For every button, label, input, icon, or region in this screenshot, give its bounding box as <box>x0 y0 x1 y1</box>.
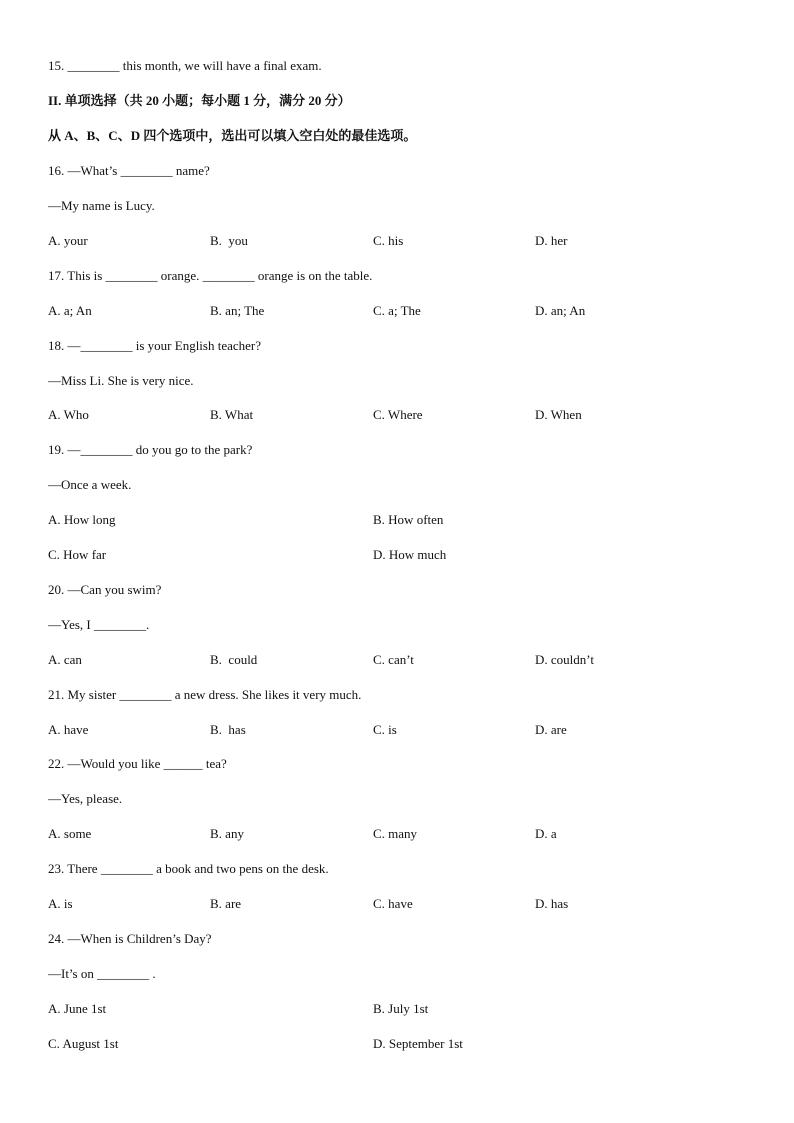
option-b: B. could <box>210 652 258 667</box>
question-reply: —Yes, I ________. <box>48 617 150 632</box>
question-stem: 22. —Would you like ______ tea? <box>48 756 227 771</box>
question-stem: 20. —Can you swim? <box>48 582 162 597</box>
section-instruction: 从 A、B、C、D 四个选项中，选出可以填入空白处的最佳选项。 <box>48 128 417 143</box>
question-stem: 16. —What’s ________ name? <box>48 163 210 178</box>
question-reply: —My name is Lucy. <box>48 198 155 213</box>
option-d: D. couldn’t <box>535 652 594 667</box>
question-reply: —Once a week. <box>48 477 132 492</box>
option-a: A. How long <box>48 512 116 527</box>
option-a: A. have <box>48 722 89 737</box>
option-c: C. Where <box>373 407 423 422</box>
option-d: D. an; An <box>535 303 586 318</box>
option-c: C. have <box>373 896 413 911</box>
option-c: C. a; The <box>373 303 421 318</box>
option-c: C. many <box>373 826 418 841</box>
question-stem: 21. My sister ________ a new dress. She likes it very much. <box>48 687 362 702</box>
option-d: D. a <box>535 826 557 841</box>
option-a: A. Who <box>48 407 89 422</box>
option-d: D. has <box>535 896 569 911</box>
option-d: D. When <box>535 407 582 422</box>
option-b: B. any <box>210 826 244 841</box>
question-stem: 17. This is ________ orange. ________ orange is on the table. <box>48 268 373 283</box>
option-b: B. you <box>210 233 248 248</box>
option-c: C. is <box>373 722 397 737</box>
option-b: B. What <box>210 407 254 422</box>
option-a: A. some <box>48 826 92 841</box>
section-title: II. 单项选择（共 20 小题；每小题 1 分，满分 20 分） <box>48 93 351 108</box>
option-b: B. has <box>210 722 246 737</box>
question-stem: 18. —________ is your English teacher? <box>48 338 262 353</box>
question-stem: 24. —When is Children’s Day? <box>48 931 212 946</box>
option-c: C. can’t <box>373 652 414 667</box>
question-stem: 19. —________ do you go to the park? <box>48 442 253 457</box>
option-a: A. is <box>48 896 73 911</box>
question-reply: —Yes, please. <box>48 791 123 806</box>
option-a: A. your <box>48 233 88 248</box>
option-b: B. an; The <box>210 303 265 318</box>
option-d: D. How much <box>373 547 447 562</box>
option-d: D. her <box>535 233 568 248</box>
question-stem: 23. There ________ a book and two pens on the desk. <box>48 861 329 876</box>
option-b: B. are <box>210 896 242 911</box>
option-d: D. are <box>535 722 567 737</box>
question-15: 15. ________ this month, we will have a final exam. <box>48 58 322 73</box>
option-b: B. July 1st <box>373 1001 429 1016</box>
option-c: C. How far <box>48 547 107 562</box>
option-c: C. August 1st <box>48 1036 119 1051</box>
option-a: A. a; An <box>48 303 92 318</box>
option-d: D. September 1st <box>373 1036 463 1051</box>
option-b: B. How often <box>373 512 444 527</box>
question-reply: —Miss Li. She is very nice. <box>48 373 194 388</box>
option-a: A. can <box>48 652 82 667</box>
option-c: C. his <box>373 233 404 248</box>
option-a: A. June 1st <box>48 1001 107 1016</box>
question-reply: —It’s on ________ . <box>48 966 156 981</box>
